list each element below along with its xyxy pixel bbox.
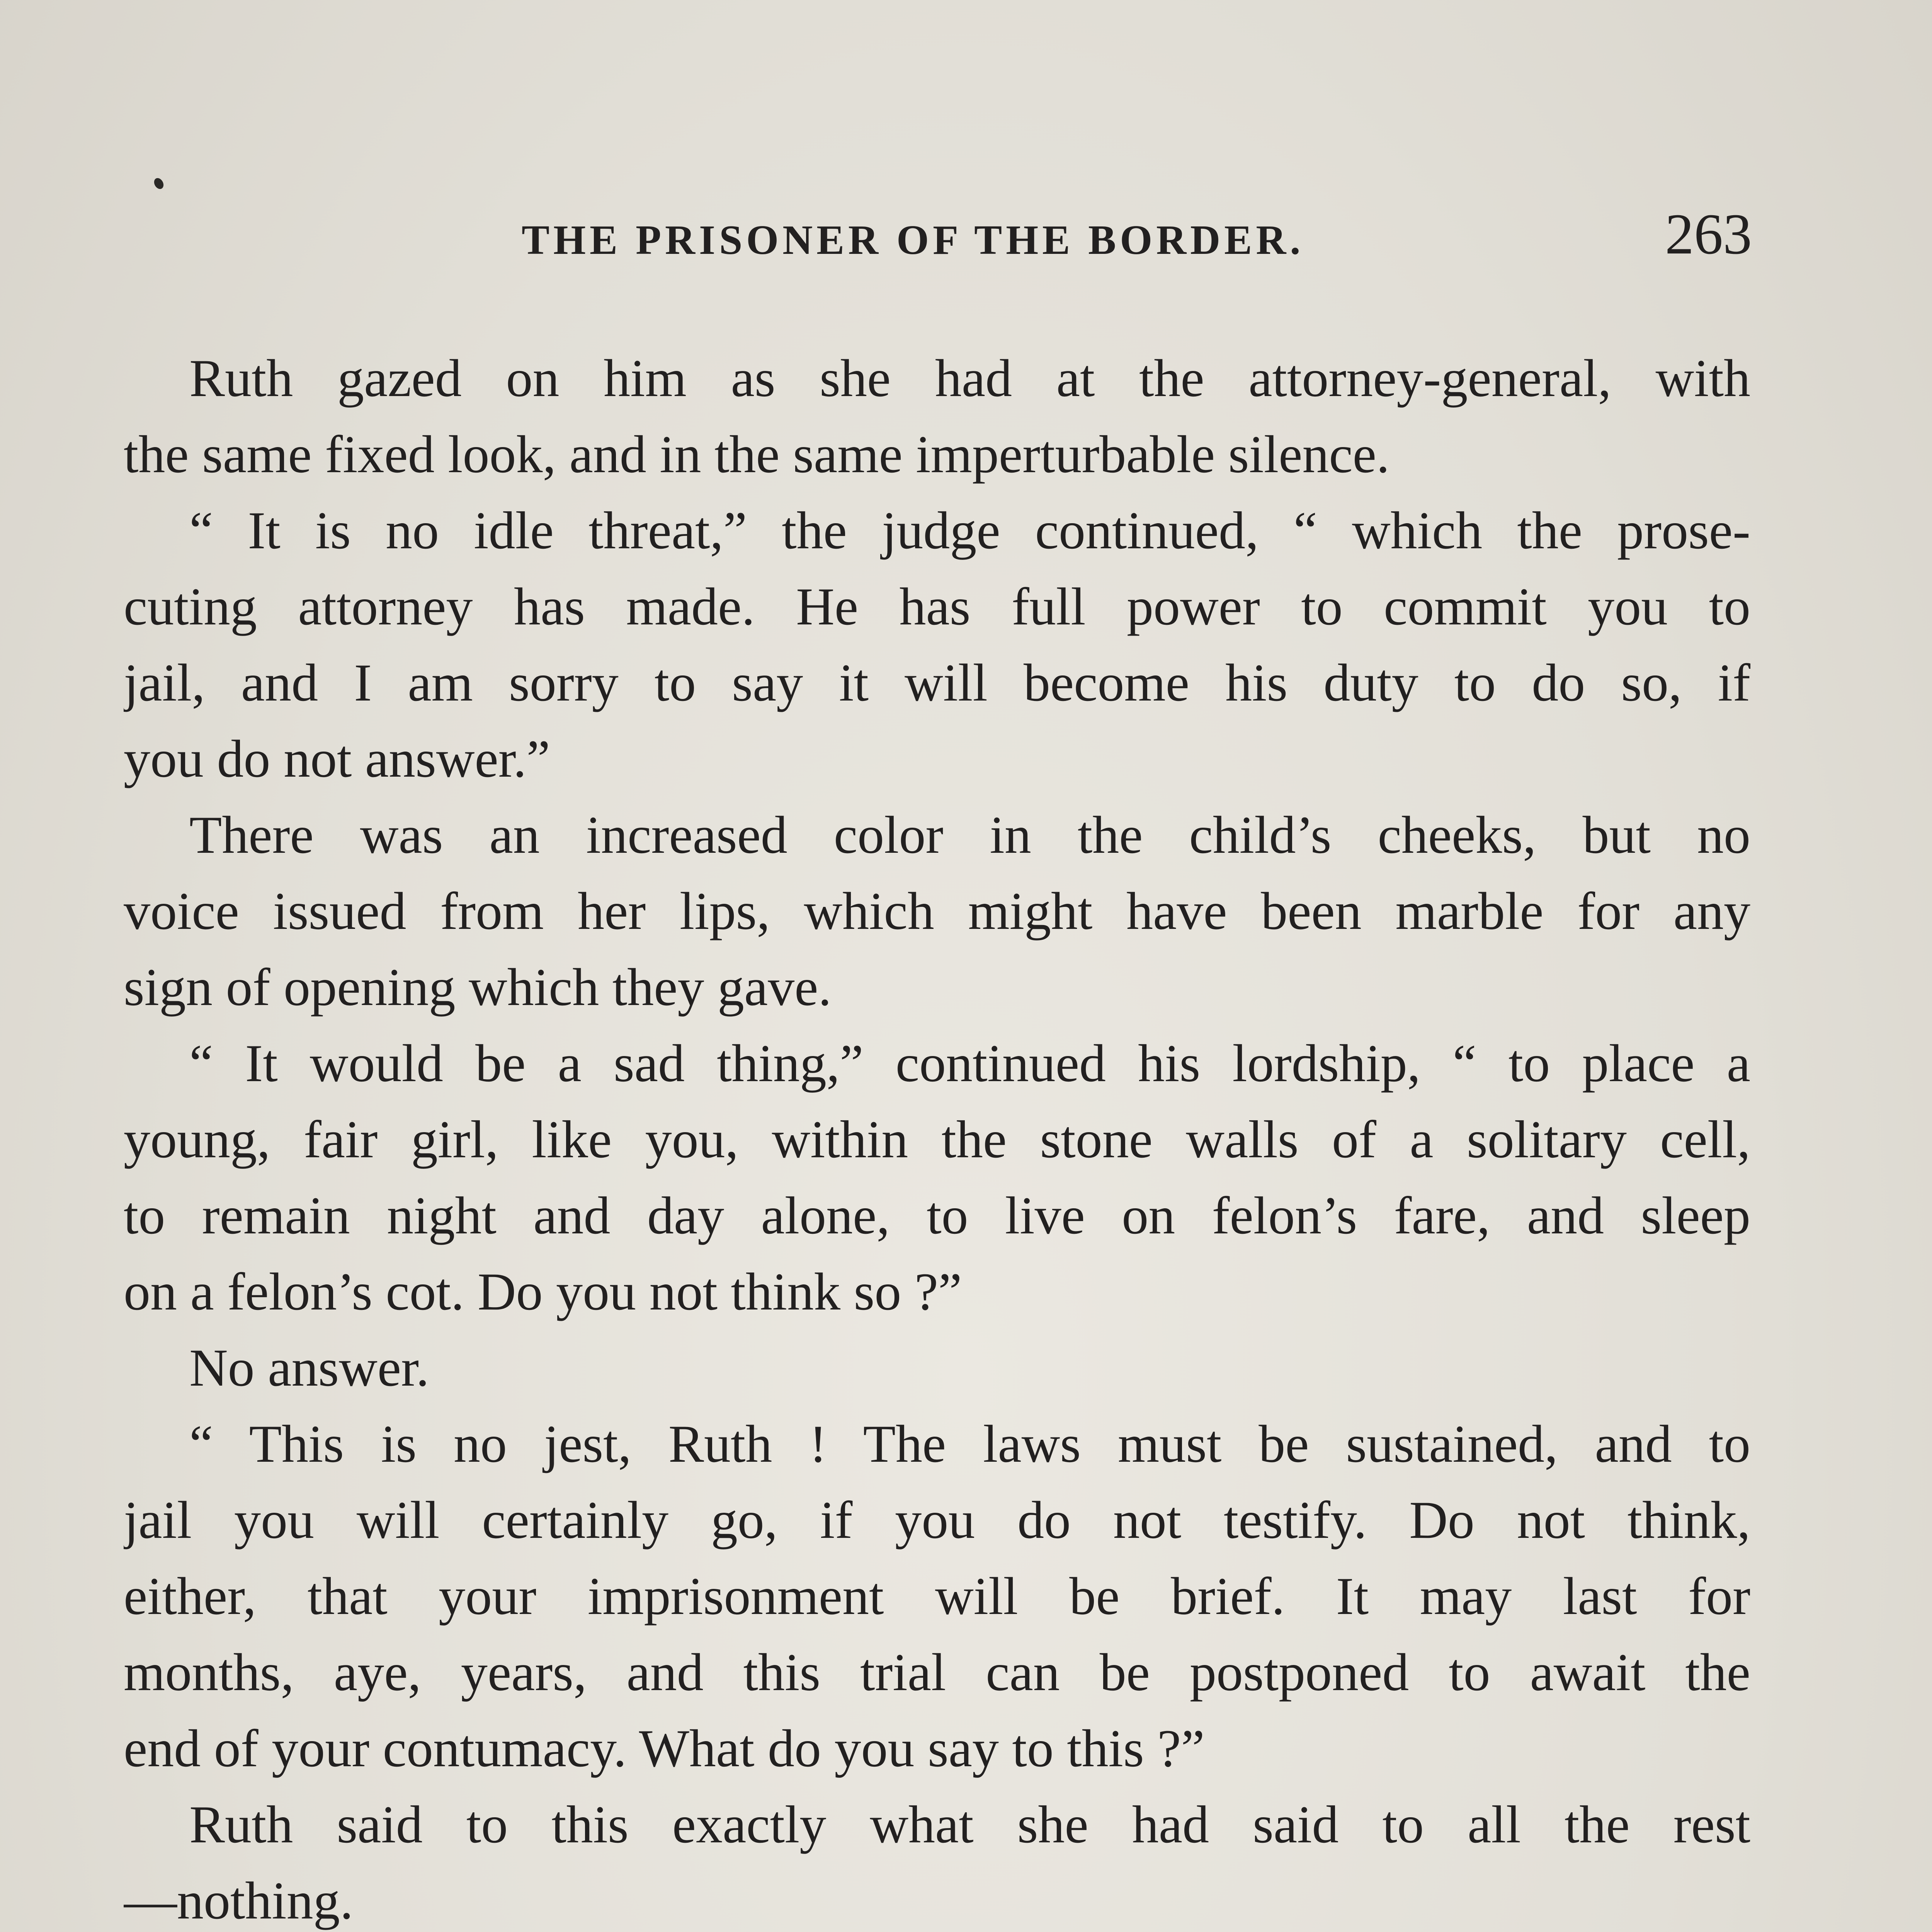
page-number: 263 [1665,202,1752,266]
text-line: “ This is no jest, Ruth ! The laws must be sustained, and to [189,1414,1750,1473]
page-header [128,201,1752,278]
text-line: jail you will certainly go, if you do not testify. Do not think, [124,1490,1750,1549]
text-line: the same fixed look, and in the same imperturbable silence. [124,425,1390,484]
text-line: voice issued from her lips, which might have been marble for any [124,881,1750,940]
text-line: “ It would be a sad thing,” continued his lordship, “ to place a [189,1034,1750,1093]
text-line: cuting attorney has made. He has full power to commit you to [124,577,1750,636]
text-line: sign of opening which they gave. [124,957,832,1017]
text-line: on a felon’s cot. Do you not think so ?” [124,1262,962,1321]
text-line: Ruth gazed on him as she had at the attorney-general, with [189,349,1750,408]
text-line: Ruth said to this exactly what she had said to all the rest [189,1795,1750,1854]
text-line: —nothing. [124,1871,354,1930]
text-line: No answer. [189,1338,429,1397]
running-title: THE PRISONER OF THE BORDER. [522,217,1304,263]
text-line: to remain night and day alone, to live on felon’s fare, and sleep [124,1186,1750,1245]
text-line: “ It is no idle threat,” the judge continued, “ which the prose- [189,501,1750,560]
body-text [124,340,1750,1932]
text-line: jail, and I am sorry to say it will become his duty to do so, if [124,653,1750,712]
text-line: either, that your imprisonment will be brief. It may last for [124,1566,1750,1626]
text-line: There was an increased color in the child’s cheeks, but no [189,805,1750,864]
text-line: end of your contumacy. What do you say to this ?” [124,1719,1205,1778]
ink-speck [152,177,165,191]
text-line: you do not answer.” [124,729,550,788]
text-line: young, fair girl, like you, within the stone walls of a solitary cell, [124,1110,1750,1169]
text-line: months, aye, years, and this trial can be postponed to await the [124,1643,1750,1702]
